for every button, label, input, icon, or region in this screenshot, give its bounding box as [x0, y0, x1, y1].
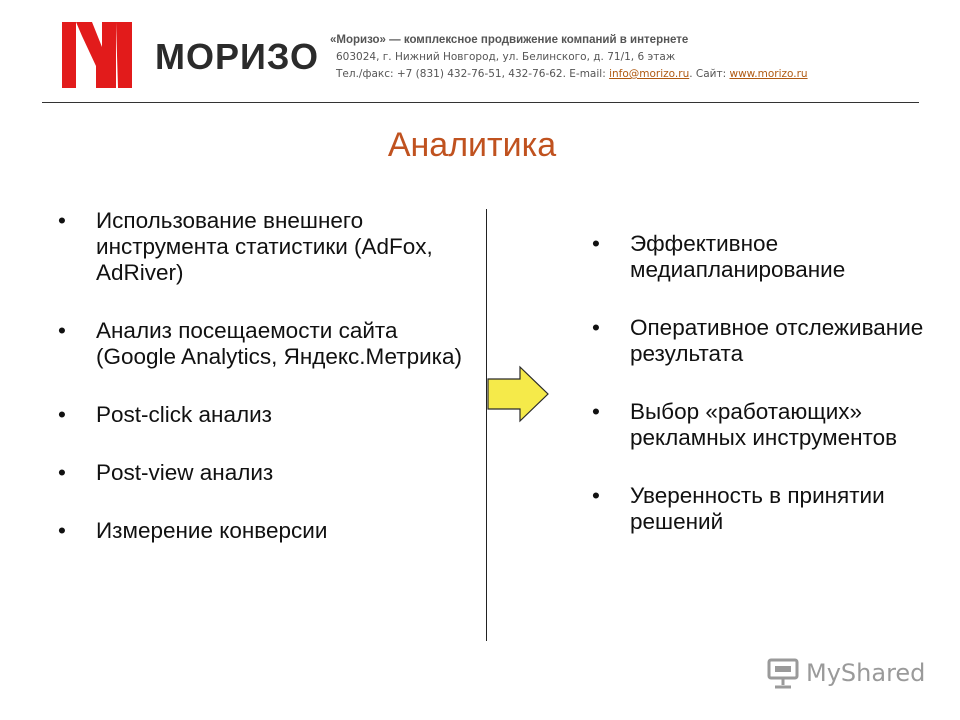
morizo-logo-icon: [62, 22, 132, 88]
contacts-prefix: Тел./факс: +7 (831) 432-76-51, 432-76-62. E-mail:: [336, 68, 610, 80]
company-info: [330, 32, 808, 83]
email-link[interactable]: info@morizo.ru: [609, 68, 690, 80]
right-bullet-list: [592, 231, 932, 567]
site-link[interactable]: www.morizo.ru: [729, 68, 808, 80]
right-arrow-icon: [486, 365, 550, 423]
slide-title: Аналитика: [387, 126, 557, 164]
list-item: • Выбор «работающих» рекламных инструментов: [592, 399, 932, 451]
watermark: [766, 656, 925, 690]
list-item: • Использование внешнего инструмента статистики (AdFox, AdRiver): [58, 208, 478, 286]
list-item: • Post-view анализ: [58, 460, 478, 486]
column-divider: [486, 209, 487, 641]
address: 603024, г. Нижний Новгород, ул. Белинского, д. 71/1, 6 этаж: [336, 51, 676, 63]
site-prefix: . Сайт:: [689, 68, 730, 80]
list-item: • Оперативное отслеживание результата: [592, 315, 932, 367]
presentation-icon: [766, 657, 800, 689]
watermark-text: MyShared: [806, 659, 926, 687]
list-item: • Анализ посещаемости сайта (Google Analytics, Яндекс.Метрика): [58, 318, 478, 370]
list-item: • Измерение конверсии: [58, 518, 478, 544]
contacts: [330, 66, 808, 83]
list-item: • Уверенность в принятии решений: [592, 483, 932, 535]
header-divider: [42, 102, 919, 103]
brand-name: МОРИЗО: [155, 36, 319, 77]
left-bullet-list: [58, 208, 478, 576]
tagline: «Моризо» — комплексное продвижение компаний в интернете: [330, 34, 689, 46]
list-item: • Эффективное медиапланирование: [592, 231, 932, 283]
list-item: • Post-click анализ: [58, 402, 478, 428]
